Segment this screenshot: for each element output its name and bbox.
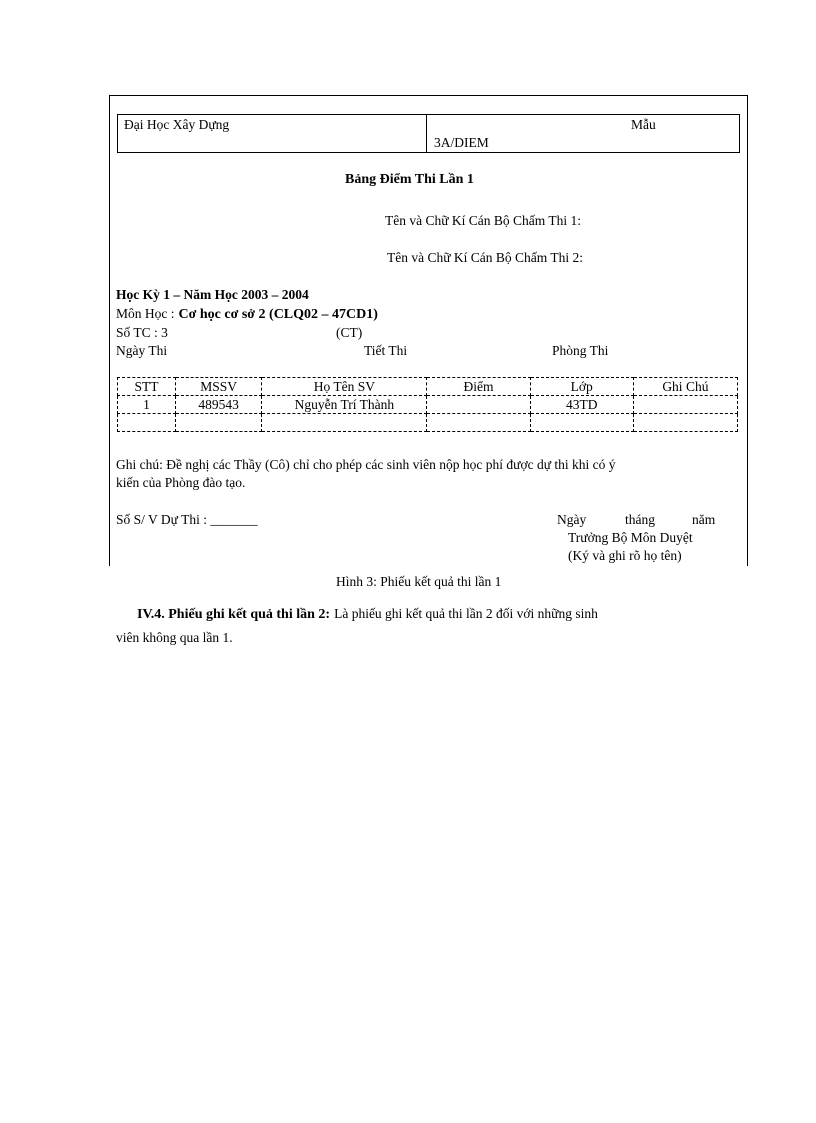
examiner-2-signature: Tên và Chữ Kí Cán Bộ Chấm Thi 2: — [387, 250, 584, 265]
examiner-1-signature: Tên và Chữ Kí Cán Bộ Chấm Thi 1: — [385, 213, 582, 228]
date-day: Ngày — [557, 512, 587, 527]
candidate-count: Số S/ V Dự Thi : _______ — [116, 512, 258, 527]
cell-mssv — [176, 414, 262, 432]
date-month: tháng — [625, 512, 655, 527]
header-stt: STT — [118, 378, 176, 396]
university-name: Đại Học Xây Dựng — [124, 117, 230, 132]
cell-score — [427, 396, 530, 414]
credits: Số TC : 3 — [116, 325, 168, 340]
subject-value: Cơ học cơ sở 2 (CLQ02 – 47CD1) — [178, 307, 378, 322]
exam-period: Tiết Thi — [364, 343, 408, 358]
figure-caption: Hình 3: Phiếu kết quả thi lần 1 — [336, 574, 502, 589]
table-row — [118, 414, 738, 432]
cell-note — [633, 396, 737, 414]
cell-stt — [118, 414, 176, 432]
table-header-row — [118, 378, 738, 396]
cell-note — [633, 414, 737, 432]
header-mssv: MSSV — [176, 378, 262, 396]
cell-name: Nguyễn Trí Thành — [262, 396, 427, 414]
form-frame — [109, 95, 748, 566]
header-note: Ghi Chú — [633, 378, 737, 396]
approver-title: Trưởng Bộ Môn Duyệt — [568, 530, 693, 545]
grades-table — [117, 377, 738, 432]
form-label: Mẫu — [631, 117, 656, 132]
approver-note: (Ký và ghi rõ họ tên) — [568, 548, 682, 563]
cell-class: 43TD — [530, 396, 633, 414]
ct-label: (CT) — [336, 325, 363, 340]
cell-class — [530, 414, 633, 432]
note-line-1: Ghi chú: Đề nghị các Thầy (Cô) chỉ cho phép các sinh viên nộp học phí được dự thi khi có ý — [116, 457, 616, 472]
cell-mssv: 489543 — [176, 396, 262, 414]
semester: Học Kỳ 1 – Năm Học 2003 – 2004 — [116, 287, 309, 302]
note-line-2: kiến của Phòng đào tạo. — [116, 475, 246, 490]
subject-label: Môn Học : — [116, 306, 175, 321]
section-first-line — [137, 605, 598, 623]
form-code: 3A/DIEM — [434, 135, 489, 150]
section-heading: IV.4. Phiếu ghi kết quả thi lần 2: — [137, 607, 331, 622]
header-divider — [426, 114, 427, 153]
cell-name — [262, 414, 427, 432]
section-text-line-1: Là phiếu ghi kết quả thi lần 2 đối với những sinh — [334, 606, 598, 621]
exam-date: Ngày Thi — [116, 343, 168, 358]
cell-score — [427, 414, 530, 432]
date-year: năm — [692, 512, 716, 527]
cell-stt: 1 — [118, 396, 176, 414]
table-row — [118, 396, 738, 414]
header-class: Lớp — [530, 378, 633, 396]
header-score: Điểm — [427, 378, 530, 396]
document-title: Bảng Điểm Thi Lần 1 — [345, 172, 474, 187]
subject-line — [116, 305, 378, 323]
header-name: Họ Tên SV — [262, 378, 427, 396]
exam-room: Phòng Thi — [552, 343, 609, 358]
section-text-line-2: viên không qua lần 1. — [116, 630, 233, 645]
